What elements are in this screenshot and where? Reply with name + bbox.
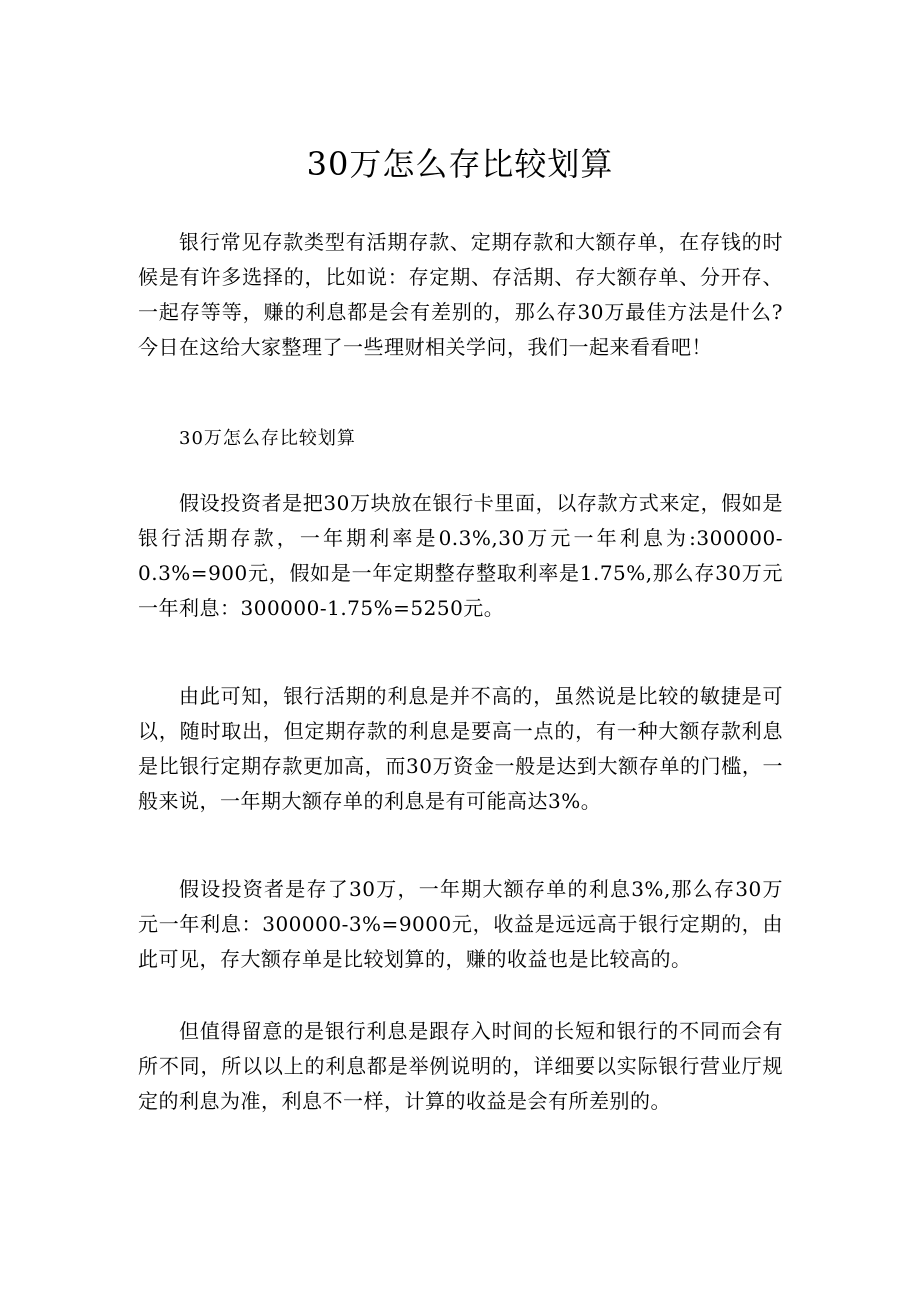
body-paragraph-2: 由此可知，银行活期的利息是并不高的，虽然说是比较的敏捷是可以，随时取出，但定期存款的利息是要高一点的，有一种大额存款利息是比银行定期存款更加高，而30万资金一般是达到大额存单的门槛，一般来说，一年期大额存单的利息是有可能高达3%。 <box>138 684 783 813</box>
intro-paragraph: 银行常见存款类型有活期存款、定期存款和大额存单，在存钱的时候是有许多选择的，比如说：存定期、存活期、存大额存单、分开存、一起存等等，赚的利息都是会有差别的，那么存30万最佳方法是什么?今日在这给大家整理了一些理财相关学问，我们一起来看看吧！ <box>138 230 783 359</box>
body-paragraph-1: 假设投资者是把30万块放在银行卡里面，以存款方式来定，假如是银行活期存款，一年期利率是0.3%,30万元一年利息为:300000-0.3%=900元，假如是一年定期整存整取利率是1.75%,那么存30万元一年利息：300000-1.75%=5250元。 <box>138 491 783 620</box>
body-paragraph-4: 但值得留意的是银行利息是跟存入时间的长短和银行的不同而会有所不同，所以以上的利息都是举例说明的，详细要以实际银行营业厅规定的利息为准，利息不一样，计算的收益是会有所差别的。 <box>138 1019 783 1113</box>
body-paragraph-3: 假设投资者是存了30万，一年期大额存单的利息3%,那么存30万元一年利息：300000-3%=9000元，收益是远远高于银行定期的，由此可见，存大额存单是比较划算的，赚的收益也是比较高的。 <box>138 877 783 971</box>
document-title: 30万怎么存比较划算 <box>306 145 614 183</box>
section-heading: 30万怎么存比较划算 <box>179 428 356 449</box>
